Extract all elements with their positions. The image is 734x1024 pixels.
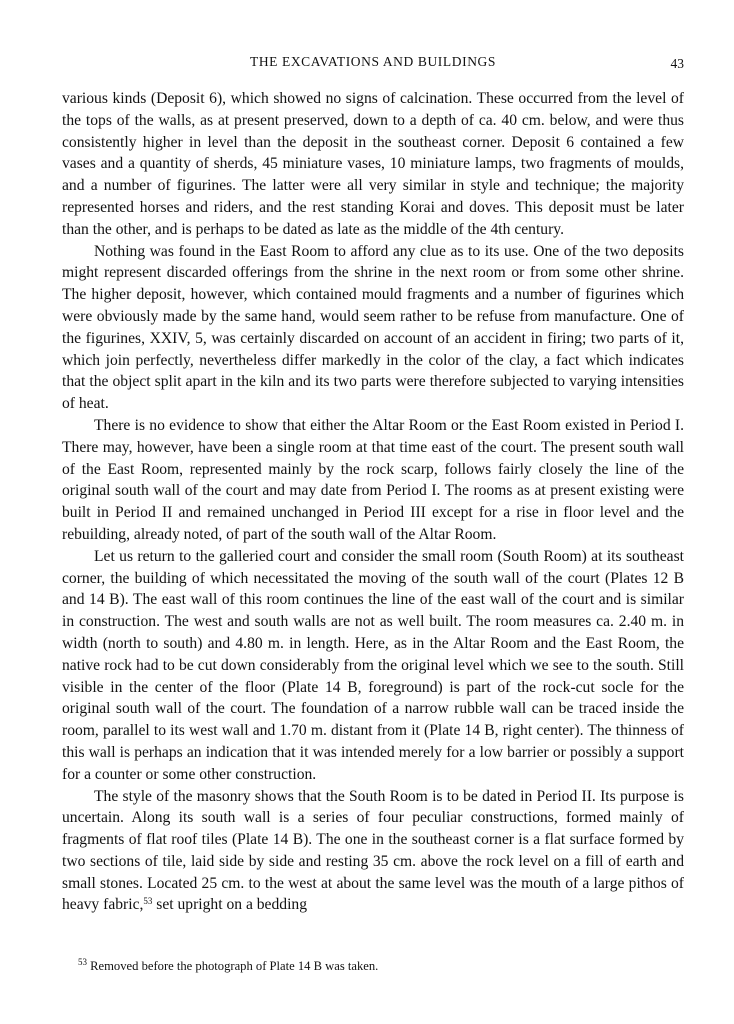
footnote-text: Removed before the photograph of Plate 14 B was taken. bbox=[87, 959, 379, 973]
paragraph-5 bbox=[62, 786, 684, 917]
paragraph-2: Nothing was found in the East Room to afford any clue as to its use. One of the two deposits might represent discarded offerings from the shrine in the next room or from some other shrine. The higher deposit, however, which contained mould fragments and a number of figurines which were obviously made by the same hand, would seem rather to be refuse from manufacture. One of the figurines, XXIV, 5, was certainly discarded on account of an accident in firing; two parts of it, which join perfectly, nevertheless differ markedly in the color of the clay, a fact which indicates that the object split apart in the kiln and its two parts were therefore subjected to varying intensities of heat. bbox=[62, 242, 684, 413]
paragraph-5-tail: set upright on a bedding bbox=[152, 896, 308, 914]
footnote-marker: 53 bbox=[78, 957, 87, 967]
page-number: 43 bbox=[670, 56, 684, 71]
paragraph-4: Let us return to the galleried court and consider the small room (South Room) at its southeast corner, the building of which necessitated the moving of the south wall of the court (Plates 12 B and 14 B). The east wall of this room continues the line of the east wall of the court and is similar in construction. The west and south walls are not as well built. The room measures ca. 2.40 m. in width (north to south) and 4.80 m. in length. Here, as in the Altar Room and the East Room, the native rock had to be cut down considerably from the original level which we see to the south. Still visible in the center of the floor (Plate 14 B, foreground) is part of the rock-cut socle for the original south wall of the court. The foundation of a narrow rubble wall can be traced inside the room, parallel to its west wall and 1.70 m. distant from it (Plate 14 B, right center). The thinness of this wall is perhaps an indication that it was intended merely for a low barrier or possibly a support for a counter or some other construction. bbox=[62, 547, 684, 783]
paragraph-5-text: The style of the masonry shows that the South Room is to be dated in Period II. Its purpose is uncertain. Along its south wall is a series of four peculiar constructions, formed mainly of fragments of flat roof tiles (Plate 14 B). The one in the southeast corner is a flat surface formed by two sections of tile, laid side by side and resting 35 cm. above the rock level on a fill of earth and small stones. Located 25 cm. to the west at about the same level was the mouth of a large pithos of heavy fabric, bbox=[62, 787, 684, 914]
body-text bbox=[62, 88, 684, 916]
page-header bbox=[62, 54, 684, 74]
paragraph-3: There is no evidence to show that either the Altar Room or the East Room existed in Period I. There may, however, have been a single room at that time east of the court. The present south wall of the East Room, represented mainly by the rock scarp, follows fairly closely the line of the original south wall of the court and may date from Period I. The rooms as at present existing were built in Period II and remained unchanged in Period III except for a rise in floor level and the rebuilding, already noted, of part of the south wall of the Altar Room. bbox=[62, 416, 684, 543]
paragraph-1: various kinds (Deposit 6), which showed no signs of calcination. These occurred from the level of the tops of the walls, as at present preserved, down to a depth of ca. 40 cm. below, and were thus consistently higher in level than the deposit in the southeast corner. Deposit 6 contained a few vases and a quantity of sherds, 45 miniature vases, 10 miniature lamps, two fragments of moulds, and a number of figurines. The latter were all very similar in style and technique; the majority represented horses and riders, and the rest standing Korai and doves. This deposit must be later than the other, and is perhaps to be dated as late as the middle of the 4th century. bbox=[62, 90, 684, 238]
running-head: THE EXCAVATIONS AND BUILDINGS bbox=[249, 54, 497, 69]
footnote-reference: 53 bbox=[143, 896, 153, 907]
footnote bbox=[62, 958, 684, 975]
